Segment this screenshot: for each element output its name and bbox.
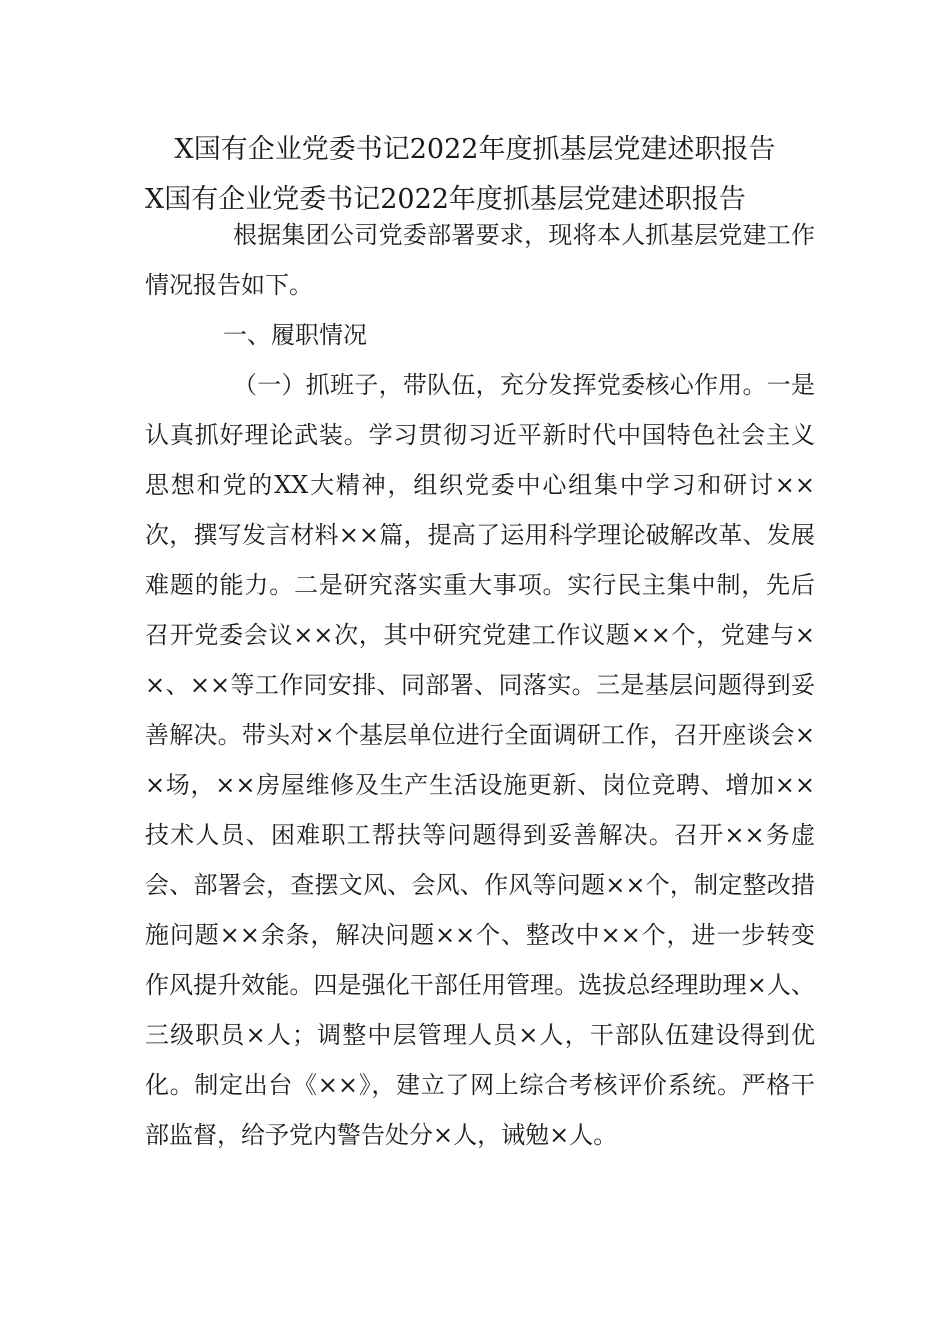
intro-paragraph: 根据集团公司党委部署要求，现将本人抓基层党建工作情况报告如下。 <box>145 221 815 299</box>
document-title-line-2: X国有企业党委书记2022年度抓基层党建述职报告 <box>145 184 746 215</box>
section-paragraph: （一）抓班子，带队伍，充分发挥党委核心作用。一是认真抓好理论武装。学习贯彻习近平新时代中国特色社会主义思想和党的XX大精神，组织党委中心组集中学习和研讨××次，撰写发言材料××篇，提高了运用科学理论破解改革、发展难题的能力。二是研究落实重大事项。实行民主集中制，先后召开党委会议××次，其中研究党建工作议题××个，党建与××、××等工作同安排、同部署、同落实。三是基层问题得到妥善解决。带头对×个基层单位进行全面调研工作，召开座谈会××场，××房屋维修及生产生活设施更新、岗位竞聘、增加××技术人员、困难职工帮扶等问题得到妥善解决。召开××务虚会、部署会，查摆文风、会风、作风等问题××个，制定整改措施问题××余条，解决问题××个、整改中××个，进一步转变作风提升效能。四是强化干部任用管理。选拔总经理助理×人、三级职员×人；调整中层管理人员×人，干部队伍建设得到优化。制定出台《××》，建立了网上综合考核评价系统。严格干部监督，给予党内警告处分×人，诫勉×人。 <box>145 371 815 1149</box>
section-heading: 一、履职情况 <box>223 321 367 349</box>
document-title-line-1: X国有企业党委书记2022年度抓基层党建述职报告 <box>174 134 776 165</box>
document-body <box>145 210 815 1160</box>
